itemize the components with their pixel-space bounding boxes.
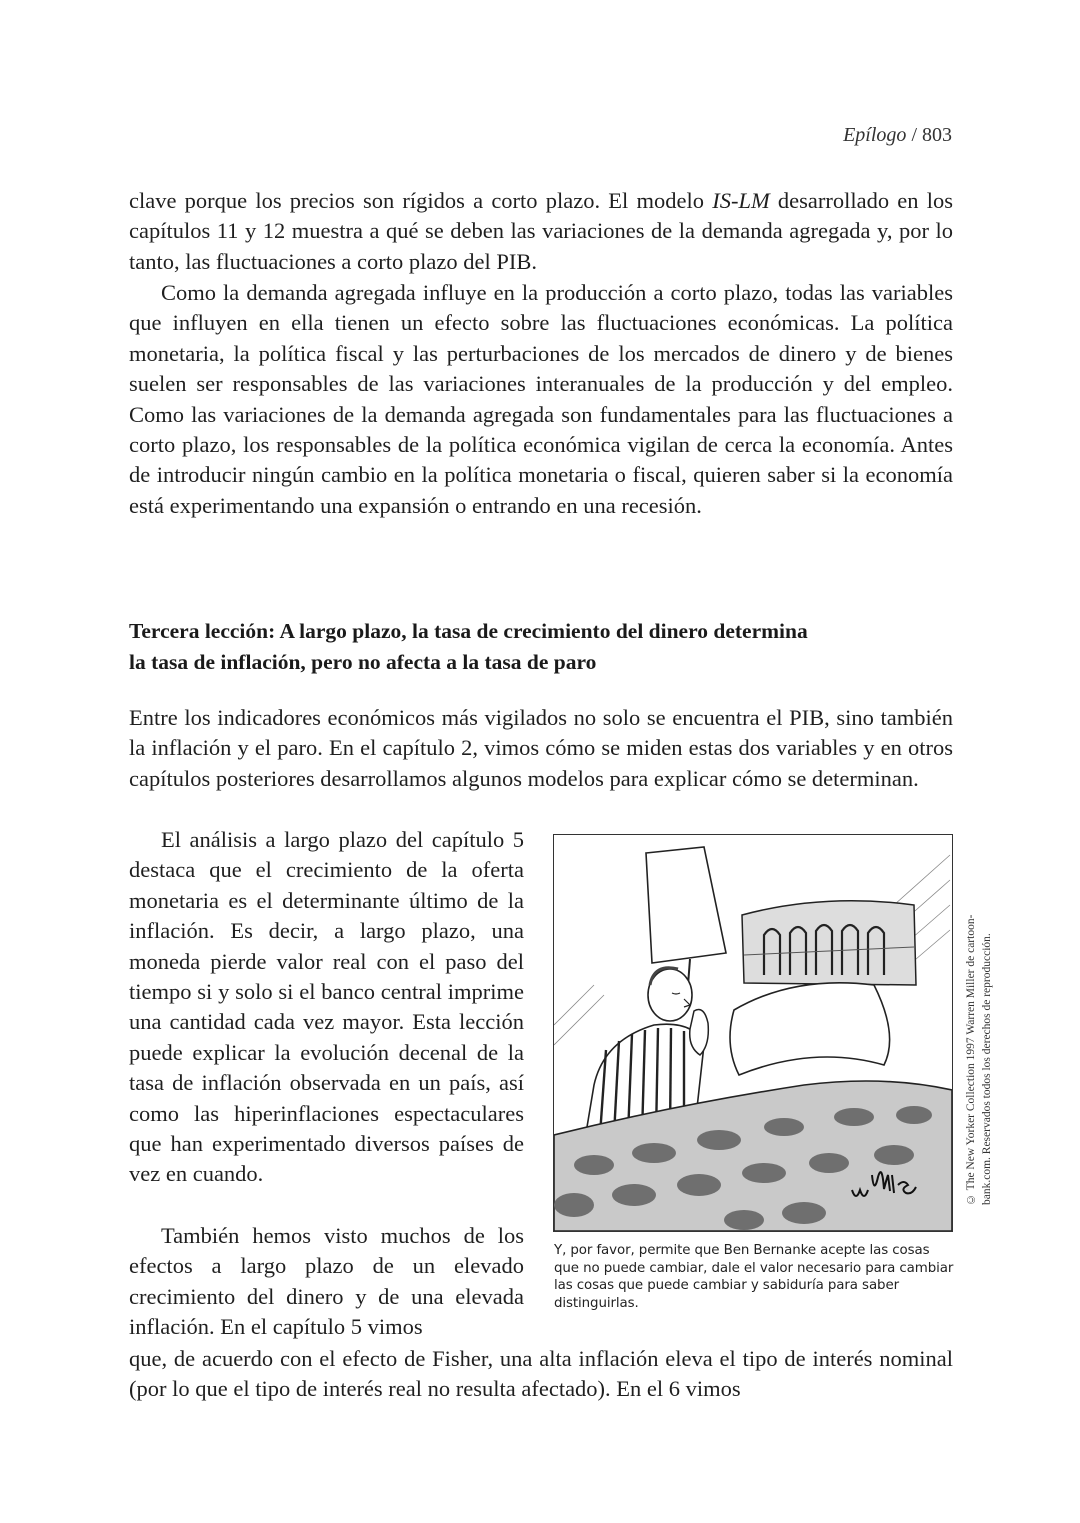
final-paragraph-text: que, de acuerdo con el efecto de Fisher, una alta inflación eleva el tipo de interés nominal (por lo que el tipo de interés real no resulta afectado). En el 6 vimos (129, 1346, 953, 1402)
section-heading-line-2: la tasa de inflación, pero no afecta a la tasa de paro (129, 650, 597, 674)
intro-paragraph-1 (129, 186, 953, 277)
cartoon-drawing (554, 835, 952, 1231)
narrow-paragraph-2-text: También hemos visto muchos de los efectos a largo plazo de un elevado crecimiento del dinero y de una elevada inflación. En el capítulo 5 vimos (129, 1223, 524, 1340)
intro-paragraph-1-text-b: desarrollado en los capítulos 11 y 12 muestra a qué se deben las variaciones de la demanda agregada y, por lo tanto, las fluctuaciones a corto plazo del PIB. (129, 188, 954, 274)
running-head-section: Epílogo (843, 124, 907, 146)
copyright-credit (963, 845, 999, 1205)
pillow (730, 983, 890, 1075)
intro-paragraph-2 (129, 278, 953, 521)
running-head-separator: / (906, 124, 922, 146)
section-heading-line-1: Tercera lección: A largo plazo, la tasa de crecimiento del dinero determina (129, 619, 808, 643)
narrow-paragraph-2 (129, 1221, 524, 1343)
page-number: 803 (922, 124, 952, 146)
section-heading (129, 616, 953, 678)
cartoon-illustration (553, 834, 953, 1232)
intro-paragraph-1-text-a: clave porque los precios son rígidos a corto plazo. El modelo (129, 188, 713, 213)
credit-line-2: bank.com. Reservados todos los derechos de reproducción. (981, 933, 993, 1205)
model-name-italic: IS-LM (712, 188, 770, 213)
narrow-paragraph-1-text: El análisis a largo plazo del capítulo 5 destaca que el crecimiento de la oferta monetaria es el determinante último de la inflación. Es decir, a largo plazo, una moneda pierde valor real con el paso del tiempo si y solo si el banco central imprime una cantidad cada vez mayor. Esta lección puede explicar la evolución decenal de la tasa de inflación observada en un país, así como las hiperinflaciones espectaculares que han experimentado diversos países de vez en cuando. (129, 827, 524, 1187)
lamp-shade (646, 847, 726, 963)
body-paragraph (129, 703, 953, 794)
intro-paragraph-2-text: Como la demanda agregada influye en la producción a corto plazo, todas las variables que influyen en ella tienen un efecto sobre las fluctuaciones económicas. La política monetaria, la política fiscal y las perturbaciones de los mercados de dinero y de bienes suelen ser responsables de las variaciones interanuales de la producción y del empleo. Como las variaciones de la demanda agregada son fundamentales para las fluctuaciones a corto plazo, los responsables de la política económica vigilan de cerca la economía. Antes de introducir ningún cambio en la política monetaria o fiscal, quieren saber si la economía está experimentando una expansión o entrando en una recesión. (129, 280, 953, 518)
credit-line-1: © The New Yorker Collection 1997 Warren Miller de cartoon- (965, 914, 977, 1205)
narrow-paragraph-1 (129, 825, 524, 1190)
running-head (843, 124, 952, 147)
final-paragraph (129, 1344, 953, 1405)
bed-headboard (742, 901, 916, 985)
cartoon-caption: Y, por favor, permite que Ben Bernanke acepte las cosas que no puede cambiar, dale el valor necesario para cambiar las cosas que puede cambiar y sabiduría para saber distinguirlas. (554, 1243, 954, 1311)
body-paragraph-text: Entre los indicadores económicos más vigilados no solo se encuentra el PIB, sino también la inflación y el paro. En el capítulo 2, vimos cómo se miden estas dos variables y en otros capítulos posteriores desarrollamos algunos modelos para explicar cómo se determinan. (129, 705, 953, 791)
